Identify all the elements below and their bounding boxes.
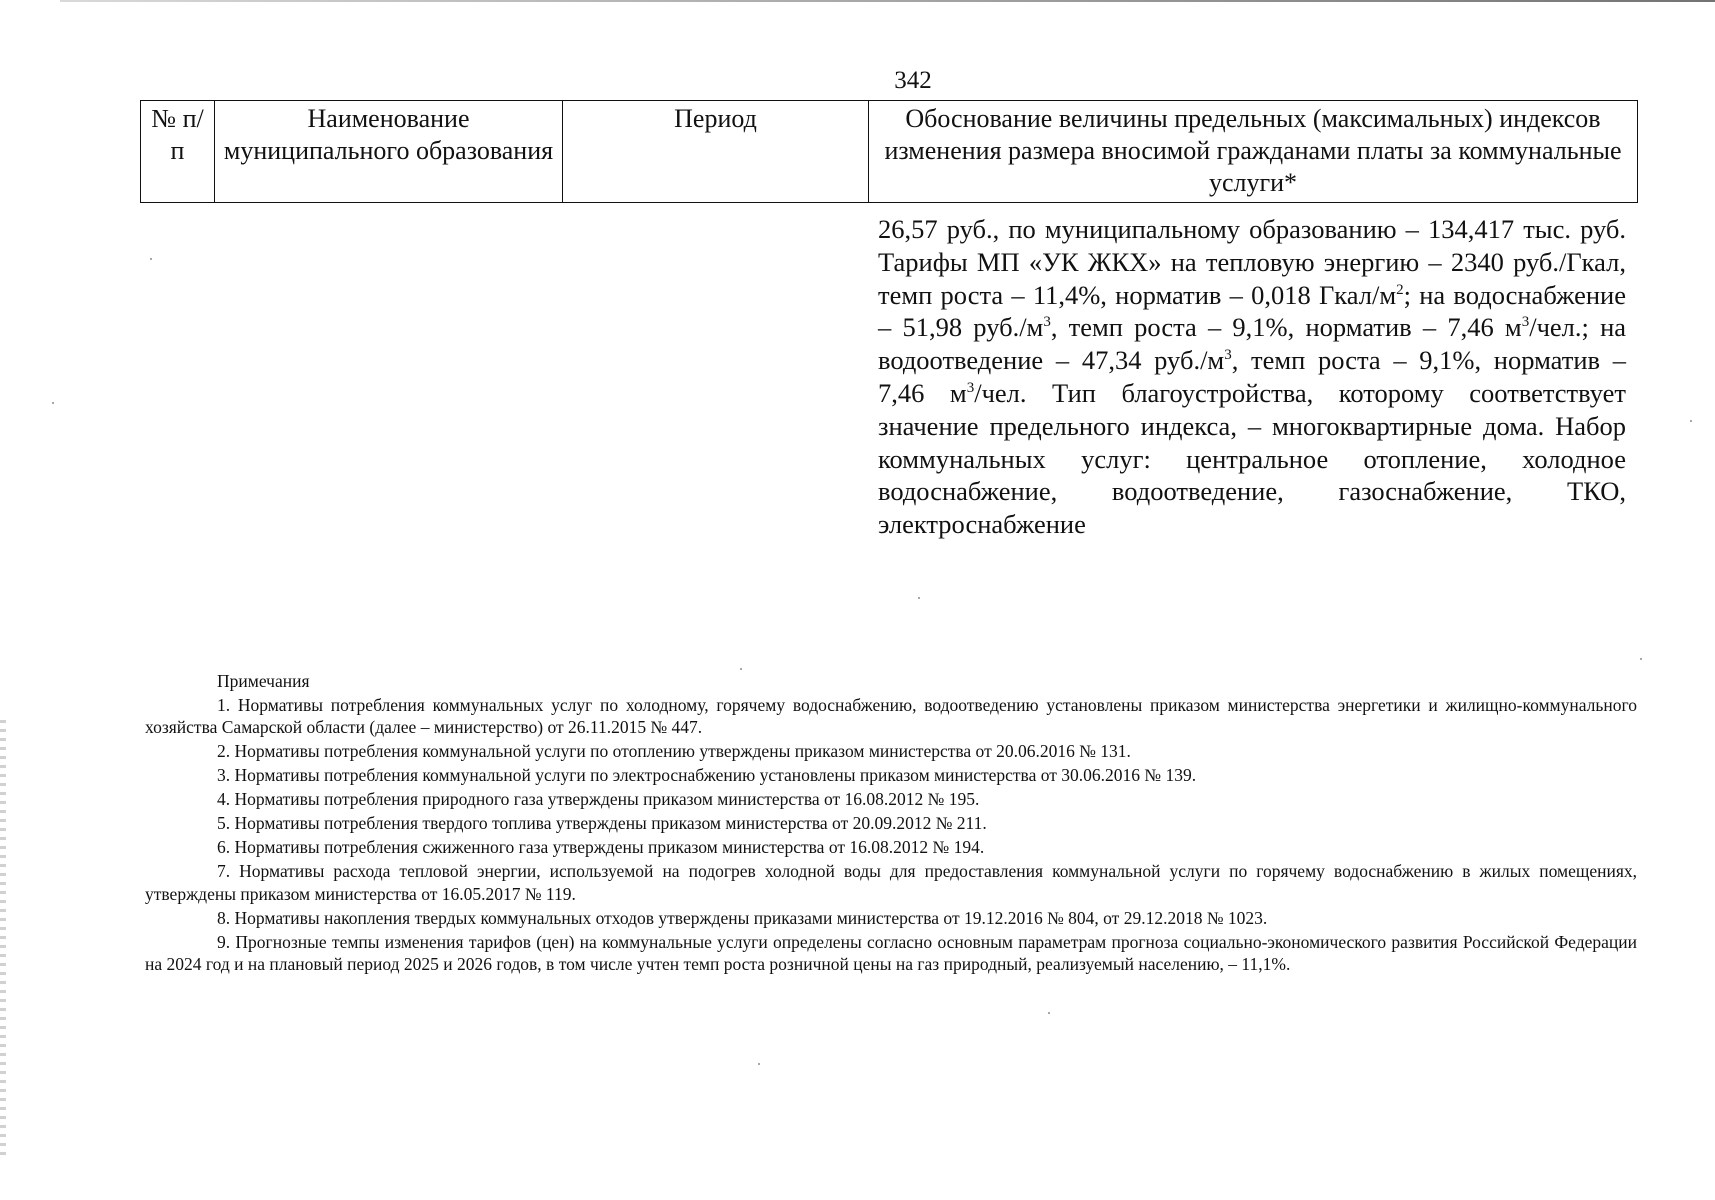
col-header-municipality: Наименование муниципального образования <box>215 101 563 203</box>
col-header-justification: Обоснование величины предельных (максимальных) индексов изменения размера вносимой гражданами платы за коммунальные услуги* <box>869 101 1638 203</box>
superscript-5: 3 <box>966 379 975 396</box>
superscript-1: 2 <box>1396 281 1404 298</box>
scan-speck <box>758 1063 760 1065</box>
col-header-period: Период <box>563 101 869 203</box>
justification-text-6: /чел. Тип благоустройства, которому соответствует значение предельного индекса, – многоквартирные дома. Набор коммунальных услуг: центральное отопление, холодное водоснабжение, водоотведение, газоснабжение, ТКО, электроснабжение <box>878 377 1626 540</box>
scan-speck <box>740 668 742 670</box>
scan-speck <box>918 597 920 599</box>
scan-speck <box>52 402 54 404</box>
justification-text-1: 26,57 руб., по муниципальному образованию – 134,417 тыс. руб. Тарифы МП «УК ЖКХ» на тепловую энергию – 2340 руб./Гкал, темп роста – 11,4%, норматив – 0,018 Гкал/м <box>878 214 1626 310</box>
header-table <box>140 100 1638 203</box>
note-item-6: 6. Нормативы потребления сжиженного газа утверждены приказом министерства от 16.08.2012 № 194. <box>217 837 985 857</box>
superscript-4: 3 <box>1224 347 1232 364</box>
note-item-9: 9. Прогнозные темпы изменения тарифов (цен) на коммунальные услуги определены согласно основным параметрам прогноза социально-экономического развития Российской Федерации на 2024 год и на плановый период 2025 и 2026 годов, в том числе учтен темп роста розничной цены на газ природный, реализуемый населению, – 11,1%. <box>145 931 1637 974</box>
scan-speck <box>1640 658 1642 660</box>
justification-text-4: /чел.; на водоотведение – 47,34 руб./м <box>878 312 1627 376</box>
justification-text-3: , темп роста – 9,1%, норматив – 7,46 м <box>1050 312 1522 343</box>
col-header-number: № п/п <box>141 101 215 203</box>
notes-section <box>145 670 1637 977</box>
scan-speck <box>1690 420 1692 422</box>
superscript-3: 3 <box>1521 314 1530 331</box>
justification-text-2: ; на водоснабжение – 51,98 руб./м <box>878 279 1626 343</box>
superscript-2: 3 <box>1043 314 1051 331</box>
note-item-8: 8. Нормативы накопления твердых коммунальных отходов утверждены приказами министерства от 19.12.2016 № 804, от 29.12.2018 № 1023. <box>217 907 1268 928</box>
notes-title: Примечания <box>217 671 310 691</box>
justification-text-5: , темп роста – 9,1%, норматив – 7,46 м <box>878 345 1626 408</box>
scan-speck <box>150 258 152 260</box>
scan-edge-left <box>0 720 6 1160</box>
scan-speck <box>1048 1012 1050 1014</box>
note-item-2: 2. Нормативы потребления коммунальной услуги по отоплению утверждены приказом министерства от 20.06.2016 № 131. <box>217 741 1131 761</box>
scan-edge-top <box>60 0 1715 2</box>
note-item-4: 4. Нормативы потребления природного газа утверждены приказом министерства от 16.08.2012 № 195. <box>217 789 980 809</box>
note-item-5: 5. Нормативы потребления твердого топлива утверждены приказом министерства от 20.09.2012 № 211. <box>217 813 987 833</box>
note-item-3: 3. Нормативы потребления коммунальной услуги по электроснабжению установлены приказом министерства от 30.06.2016 № 139. <box>217 765 1197 785</box>
note-item-1: 1. Нормативы потребления коммунальных услуг по холодному, горячему водоснабжению, водоотведению установлены приказом министерства энергетики и жилищно-коммунального хозяйства Самарской области (далее – министерство) от 26.11.2015 № 447. <box>145 694 1637 737</box>
page-number: 342 <box>894 67 932 94</box>
header-row <box>141 101 1638 203</box>
justification-cell <box>878 213 1626 541</box>
note-item-7: 7. Нормативы расхода тепловой энергии, используемой на подогрев холодной воды для предоставления коммунальной услуги по горячему водоснабжению в жилых помещениях, утверждены приказом министерства от 16.05.2017 № 119. <box>145 861 1637 904</box>
